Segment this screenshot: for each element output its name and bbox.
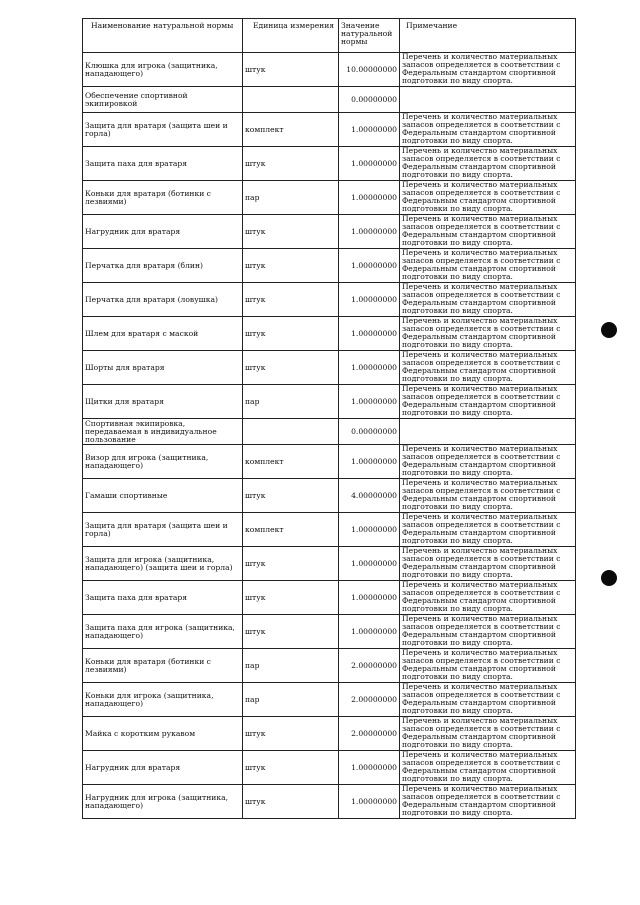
item-value: 1.00000000 bbox=[339, 581, 400, 615]
item-unit: пар bbox=[243, 683, 339, 717]
item-value: 1.00000000 bbox=[339, 249, 400, 283]
item-name: Майка с коротким рукавом bbox=[83, 717, 243, 751]
item-name: Перчатка для вратаря (блин) bbox=[83, 249, 243, 283]
item-note: Перечень и количество материальных запасов определяется в соответствии с Федеральным стандартом спортивной подготовки по виду спорта. bbox=[400, 717, 576, 751]
item-name: Коньки для вратаря (ботинки с лезвиями) bbox=[83, 649, 243, 683]
item-note: Перечень и количество материальных запасов определяется в соответствии с Федеральным стандартом спортивной подготовки по виду спорта. bbox=[400, 113, 576, 147]
item-value: 1.00000000 bbox=[339, 283, 400, 317]
item-note: Перечень и количество материальных запасов определяется в соответствии с Федеральным стандартом спортивной подготовки по виду спорта. bbox=[400, 683, 576, 717]
item-name: Шорты для вратаря bbox=[83, 351, 243, 385]
item-unit: штук bbox=[243, 53, 339, 87]
item-unit: штук bbox=[243, 751, 339, 785]
item-note: Перечень и количество материальных запасов определяется в соответствии с Федеральным стандартом спортивной подготовки по виду спорта. bbox=[400, 445, 576, 479]
item-unit bbox=[243, 419, 339, 445]
item-value: 1.00000000 bbox=[339, 513, 400, 547]
item-value: 1.00000000 bbox=[339, 147, 400, 181]
item-unit: пар bbox=[243, 385, 339, 419]
item-note: Перечень и количество материальных запасов определяется в соответствии с Федеральным стандартом спортивной подготовки по виду спорта. bbox=[400, 649, 576, 683]
item-value: 1.00000000 bbox=[339, 751, 400, 785]
item-value: 1.00000000 bbox=[339, 215, 400, 249]
table-header-row bbox=[83, 19, 576, 53]
item-value: 2.00000000 bbox=[339, 683, 400, 717]
item-name: Нагрудник для вратаря bbox=[83, 215, 243, 249]
header-name: Наименование натуральной нормы bbox=[83, 19, 243, 53]
table-row bbox=[83, 547, 576, 581]
item-value: 1.00000000 bbox=[339, 445, 400, 479]
punch-hole-mark bbox=[601, 570, 617, 586]
item-unit: пар bbox=[243, 181, 339, 215]
table-row bbox=[83, 751, 576, 785]
item-name: Коньки для игрока (защитника, нападающего) bbox=[83, 683, 243, 717]
item-unit: комплект bbox=[243, 445, 339, 479]
item-name: Визор для игрока (защитника, нападающего) bbox=[83, 445, 243, 479]
item-note: Перечень и количество материальных запасов определяется в соответствии с Федеральным стандартом спортивной подготовки по виду спорта. bbox=[400, 385, 576, 419]
table-row bbox=[83, 181, 576, 215]
header-note: Примечание bbox=[400, 19, 576, 53]
table-row bbox=[83, 683, 576, 717]
item-note: Перечень и количество материальных запасов определяется в соответствии с Федеральным стандартом спортивной подготовки по виду спорта. bbox=[400, 317, 576, 351]
item-value: 10.00000000 bbox=[339, 53, 400, 87]
table-body bbox=[83, 53, 576, 819]
item-note: Перечень и количество материальных запасов определяется в соответствии с Федеральным стандартом спортивной подготовки по виду спорта. bbox=[400, 581, 576, 615]
item-note bbox=[400, 87, 576, 113]
item-name: Защита паха для игрока (защитника, нападающего) bbox=[83, 615, 243, 649]
item-note: Перечень и количество материальных запасов определяется в соответствии с Федеральным стандартом спортивной подготовки по виду спорта. bbox=[400, 53, 576, 87]
item-value: 1.00000000 bbox=[339, 547, 400, 581]
item-note bbox=[400, 419, 576, 445]
table-row bbox=[83, 147, 576, 181]
header-value: Значение натуральной нормы bbox=[339, 19, 400, 53]
item-unit: комплект bbox=[243, 113, 339, 147]
item-value: 1.00000000 bbox=[339, 785, 400, 819]
item-value: 2.00000000 bbox=[339, 717, 400, 751]
table-row bbox=[83, 717, 576, 751]
table-row bbox=[83, 351, 576, 385]
item-note: Перечень и количество материальных запасов определяется в соответствии с Федеральным стандартом спортивной подготовки по виду спорта. bbox=[400, 547, 576, 581]
table-row bbox=[83, 445, 576, 479]
item-name: Гамаши спортивные bbox=[83, 479, 243, 513]
item-note: Перечень и количество материальных запасов определяется в соответствии с Федеральным стандартом спортивной подготовки по виду спорта. bbox=[400, 751, 576, 785]
item-value: 0.00000000 bbox=[339, 87, 400, 113]
item-value: 1.00000000 bbox=[339, 615, 400, 649]
norms-table bbox=[82, 18, 576, 819]
item-value: 0.00000000 bbox=[339, 419, 400, 445]
item-name: Щитки для вратаря bbox=[83, 385, 243, 419]
table-row bbox=[83, 87, 576, 113]
item-name: Обеспечение спортивной экипировкой bbox=[83, 87, 243, 113]
table-row bbox=[83, 385, 576, 419]
item-value: 1.00000000 bbox=[339, 317, 400, 351]
item-unit: штук bbox=[243, 479, 339, 513]
item-note: Перечень и количество материальных запасов определяется в соответствии с Федеральным стандартом спортивной подготовки по виду спорта. bbox=[400, 351, 576, 385]
item-note: Перечень и количество материальных запасов определяется в соответствии с Федеральным стандартом спортивной подготовки по виду спорта. bbox=[400, 479, 576, 513]
table-row bbox=[83, 317, 576, 351]
table-row bbox=[83, 513, 576, 547]
table-row bbox=[83, 283, 576, 317]
item-unit: штук bbox=[243, 249, 339, 283]
table-row bbox=[83, 649, 576, 683]
item-unit bbox=[243, 87, 339, 113]
item-unit: штук bbox=[243, 317, 339, 351]
item-value: 2.00000000 bbox=[339, 649, 400, 683]
item-value: 1.00000000 bbox=[339, 385, 400, 419]
item-name: Перчатка для вратаря (ловушка) bbox=[83, 283, 243, 317]
table-row bbox=[83, 215, 576, 249]
table-row bbox=[83, 581, 576, 615]
item-unit: штук bbox=[243, 283, 339, 317]
item-name: Спортивная экипировка, передаваемая в индивидуальное пользование bbox=[83, 419, 243, 445]
table-row bbox=[83, 615, 576, 649]
item-note: Перечень и количество материальных запасов определяется в соответствии с Федеральным стандартом спортивной подготовки по виду спорта. bbox=[400, 215, 576, 249]
item-unit: штук bbox=[243, 581, 339, 615]
table-row bbox=[83, 53, 576, 87]
item-value: 1.00000000 bbox=[339, 181, 400, 215]
item-note: Перечень и количество материальных запасов определяется в соответствии с Федеральным стандартом спортивной подготовки по виду спорта. bbox=[400, 785, 576, 819]
header-unit: Единица измерения bbox=[243, 19, 339, 53]
table-row bbox=[83, 249, 576, 283]
item-unit: штук bbox=[243, 785, 339, 819]
item-note: Перечень и количество материальных запасов определяется в соответствии с Федеральным стандартом спортивной подготовки по виду спорта. bbox=[400, 513, 576, 547]
item-value: 1.00000000 bbox=[339, 351, 400, 385]
item-name: Защита паха для вратаря bbox=[83, 581, 243, 615]
item-note: Перечень и количество материальных запасов определяется в соответствии с Федеральным стандартом спортивной подготовки по виду спорта. bbox=[400, 249, 576, 283]
item-name: Защита для вратаря (защита шеи и горла) bbox=[83, 513, 243, 547]
item-name: Нагрудник для игрока (защитника, нападающего) bbox=[83, 785, 243, 819]
item-unit: комплект bbox=[243, 513, 339, 547]
item-name: Защита для вратаря (защита шеи и горла) bbox=[83, 113, 243, 147]
item-unit: штук bbox=[243, 547, 339, 581]
item-unit: штук bbox=[243, 147, 339, 181]
item-name: Нагрудник для вратаря bbox=[83, 751, 243, 785]
item-note: Перечень и количество материальных запасов определяется в соответствии с Федеральным стандартом спортивной подготовки по виду спорта. bbox=[400, 147, 576, 181]
item-name: Коньки для вратаря (ботинки с лезвиями) bbox=[83, 181, 243, 215]
table-row bbox=[83, 479, 576, 513]
item-note: Перечень и количество материальных запасов определяется в соответствии с Федеральным стандартом спортивной подготовки по виду спорта. bbox=[400, 181, 576, 215]
item-unit: штук bbox=[243, 717, 339, 751]
item-name: Защита паха для вратаря bbox=[83, 147, 243, 181]
item-name: Защита для игрока (защитника, нападающего) (защита шеи и горла) bbox=[83, 547, 243, 581]
item-unit: штук bbox=[243, 351, 339, 385]
item-note: Перечень и количество материальных запасов определяется в соответствии с Федеральным стандартом спортивной подготовки по виду спорта. bbox=[400, 615, 576, 649]
table-row bbox=[83, 113, 576, 147]
table-row bbox=[83, 419, 576, 445]
item-name: Шлем для вратаря с маской bbox=[83, 317, 243, 351]
punch-hole-mark bbox=[601, 322, 617, 338]
item-value: 4.00000000 bbox=[339, 479, 400, 513]
item-unit: штук bbox=[243, 615, 339, 649]
item-note: Перечень и количество материальных запасов определяется в соответствии с Федеральным стандартом спортивной подготовки по виду спорта. bbox=[400, 283, 576, 317]
table-row bbox=[83, 785, 576, 819]
item-name: Клюшка для игрока (защитника, нападающего) bbox=[83, 53, 243, 87]
item-unit: пар bbox=[243, 649, 339, 683]
item-value: 1.00000000 bbox=[339, 113, 400, 147]
item-unit: штук bbox=[243, 215, 339, 249]
